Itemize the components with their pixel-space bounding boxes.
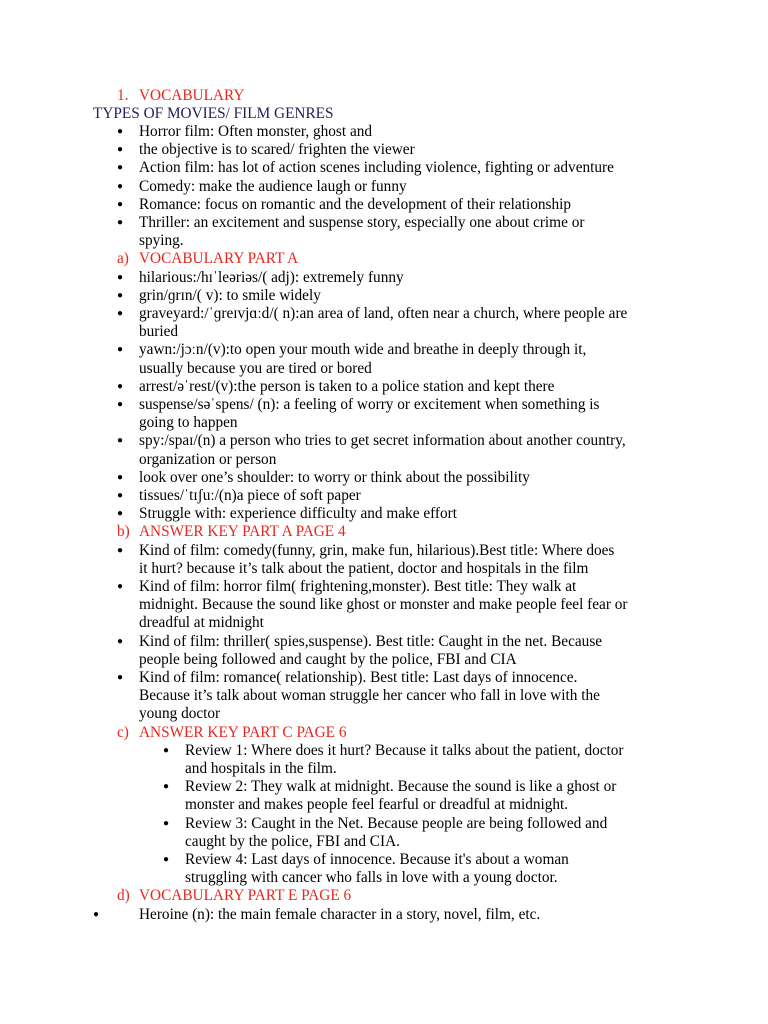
genre-item-line: Comedy: make the audience laugh or funny <box>139 177 407 195</box>
answer-a-item-line: Because it’s talk about woman struggle her cancer who fall in love with the <box>139 687 600 705</box>
answer-a-item-line: Kind of film: thriller( spies,suspense). Best title: Caught in the net. Because <box>139 632 603 650</box>
section-b-title: ANSWER KEY PART A PAGE 4 <box>139 523 346 541</box>
bullet-icon: ● <box>117 180 124 192</box>
answer-a-item-line: people being followed and caught by the police, FBI and CIA <box>139 650 517 668</box>
genre-item-line: spying. <box>139 232 184 250</box>
bullet-icon: ● <box>117 144 124 156</box>
section-a-title: VOCABULARY PART A <box>139 250 299 268</box>
answer-c-item-line: struggling with cancer who falls in love with a young doctor. <box>185 869 558 887</box>
vocab-a-item-line: yawn:/jɔːn/(v):to open your mouth wide and breathe in deeply through it, <box>139 341 587 359</box>
bullet-icon: ● <box>93 908 100 920</box>
bullet-icon: ● <box>117 399 124 410</box>
vocab-a-item-line: tissues/ˈtɪʃuː/(n)a piece of soft paper <box>139 487 361 504</box>
genre-item-line: the objective is to scared/ frighten the viewer <box>139 141 415 159</box>
answer-a-item-line: Kind of film: comedy(funny, grin, make fun, hilarious).Best title: Where does <box>139 541 615 559</box>
answer-c-item-line: caught by the police, FBI and CIA. <box>185 832 400 850</box>
vocab-a-item-line: going to happen <box>139 414 238 432</box>
answer-a-item-line: young doctor <box>139 705 221 723</box>
bullet-icon: ● <box>117 581 124 592</box>
answer-a-item-line: dreadful at midnight <box>139 614 264 632</box>
section-d-title: VOCABULARY PART E PAGE 6 <box>139 887 352 905</box>
genre-item-line: Horror film: Often monster, ghost and <box>139 123 373 140</box>
answer-a-item-line: Kind of film: romance( relationship). Best title: Last days of innocence. <box>139 669 578 686</box>
vocab-a-item-line: organization or person <box>139 450 277 468</box>
vocab-a-item-line: suspense/səˈspens/ (n): a feeling of worry or excitement when something is <box>139 396 600 413</box>
vocab-e-item-line: Heroine (n): the main female character in a story, novel, film, etc. <box>139 905 541 923</box>
bullet-icon: ● <box>163 744 170 756</box>
bullet-icon: ● <box>117 544 124 556</box>
bullet-icon: ● <box>117 162 124 174</box>
bullet-icon: ● <box>117 490 124 501</box>
vocab-a-item-line: look over one’s shoulder: to worry or think about the possibility <box>139 468 530 486</box>
vocab-a-item-line: usually because you are tired or bored <box>139 359 372 377</box>
bullet-icon: ● <box>117 126 124 137</box>
bullet-icon: ● <box>117 344 124 356</box>
answer-c-item-line: monster and makes people feel fearful or dreadful at midnight. <box>185 796 569 814</box>
answer-c-item-line: Review 4: Last days of innocence. Because it's about a woman <box>185 851 569 868</box>
bullet-icon: ● <box>117 380 124 392</box>
bullet-icon: ● <box>163 854 170 865</box>
vocab-a-item-line: arrest/əˈrest/(v):the person is taken to a police station and kept there <box>139 377 555 395</box>
genre-item-line: Action film: has lot of action scenes including violence, fighting or adventure <box>139 159 614 177</box>
bullet-icon: ● <box>117 471 124 483</box>
section-d-marker: d) <box>117 887 130 905</box>
answer-c-item-line: and hospitals in the film. <box>185 760 337 777</box>
answer-c-item-line: Review 2: They walk at midnight. Because the sound is like a ghost or <box>185 778 617 796</box>
answer-a-item-line: Kind of film: horror film( frightening,monster). Best title: They walk at <box>139 578 577 595</box>
bullet-icon: ● <box>117 217 124 228</box>
vocab-a-item-line: graveyard:/ˈɡreɪvjɑːd/( n):an area of land, often near a church, where people are <box>139 305 628 322</box>
bullet-icon: ● <box>117 308 124 319</box>
vocab-a-item-line: buried <box>139 323 179 341</box>
bullet-icon: ● <box>117 635 124 647</box>
bullet-icon: ● <box>163 817 170 829</box>
answer-a-item-line: it hurt? because it’s talk about the patient, doctor and hospitals in the film <box>139 559 589 577</box>
bullet-icon: ● <box>117 508 124 520</box>
vocab-a-item-line: Struggle with: experience difficulty and make effort <box>139 505 458 523</box>
answer-a-item-line: midnight. Because the sound like ghost or monster and make people feel fear or <box>139 596 628 614</box>
genre-item-line: Thriller: an excitement and suspense story, especially one about crime or <box>139 214 585 231</box>
heading-vocabulary: VOCABULARY <box>139 87 245 104</box>
section-c-marker: c) <box>117 723 129 741</box>
genre-item-line: Romance: focus on romantic and the development of their relationship <box>139 195 572 213</box>
bullet-icon: ● <box>117 289 124 301</box>
bullet-icon: ● <box>117 198 124 210</box>
heading-number: 1. <box>117 87 129 104</box>
bullet-icon: ● <box>117 435 124 447</box>
section-a-marker: a) <box>117 250 129 268</box>
subheading-film-genres: TYPES OF MOVIES/ FILM GENRES <box>93 105 334 122</box>
section-b-marker: b) <box>117 523 130 541</box>
bullet-icon: ● <box>117 672 124 683</box>
vocab-a-item-line: grin/ɡrɪn/( v): to smile widely <box>139 286 321 304</box>
section-c-title: ANSWER KEY PART C PAGE 6 <box>139 723 347 741</box>
bullet-icon: ● <box>117 271 124 283</box>
answer-c-item-line: Review 1: Where does it hurt? Because it talks about the patient, doctor <box>185 741 624 759</box>
vocab-a-item-line: hilarious:/hɪˈleəriəs/( adj): extremely funny <box>139 268 404 286</box>
vocab-a-item-line: spy:/spaɪ/(n) a person who tries to get secret information about another country, <box>139 432 626 450</box>
answer-c-item-line: Review 3: Caught in the Net. Because people are being followed and <box>185 814 608 832</box>
bullet-icon: ● <box>163 781 170 793</box>
